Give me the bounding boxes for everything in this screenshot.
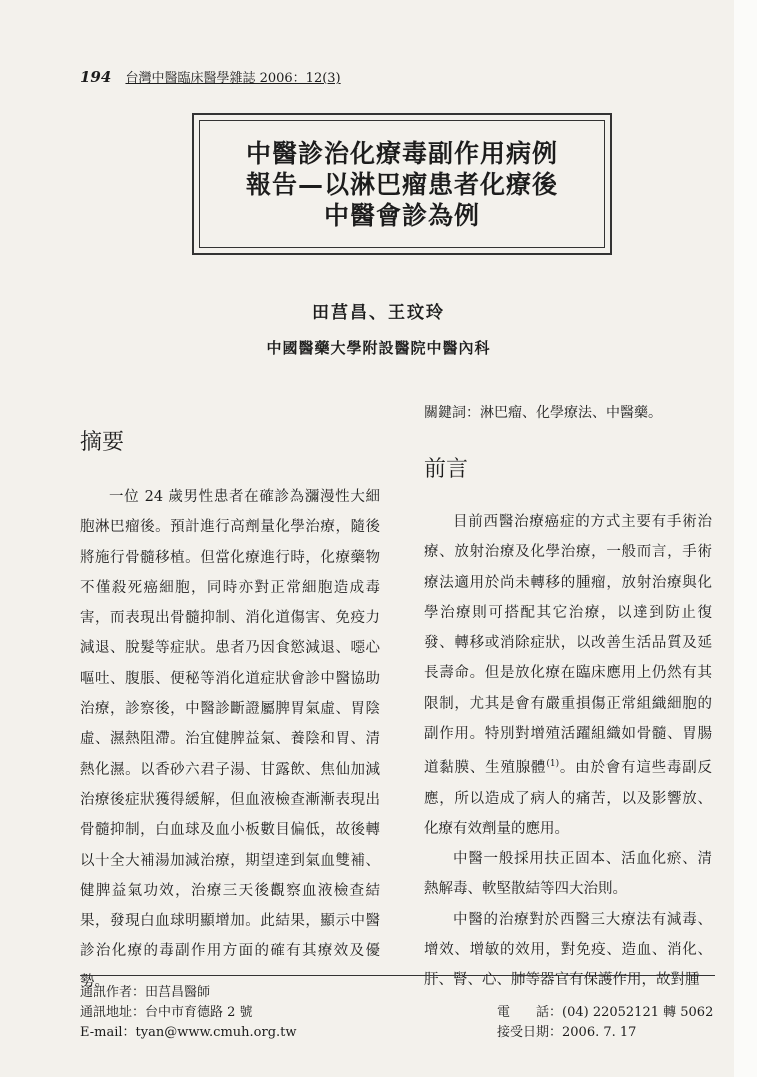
page-number: 194 (80, 68, 112, 86)
title-box (192, 113, 612, 255)
title-line-2: 報告—以淋巴瘤患者化療後 (245, 169, 558, 199)
intro-paragraph-3: 中醫的治療對於西醫三大療法有減毒、增效、增敏的效用，對免疫、造血、消化、肝、腎、心、肺等器官有保護作用，故對腫 (424, 911, 712, 989)
intro-body (424, 507, 712, 996)
authors: 田莒昌、王玟玲 (312, 303, 445, 323)
journal-citation: 台灣中醫臨床醫學雜誌 2006：12(3) (125, 71, 341, 86)
title-line-3: 中醫會診為例 (323, 200, 480, 230)
email-address: E-mail：tyan@www.cmuh.org.tw (80, 1025, 297, 1040)
intro-p1-text-b: 。由於會有這些毒副反應，所以造成了病人的痛苦，以及影響放、化療有效劑量的應用。 (424, 760, 713, 837)
running-header (80, 68, 341, 88)
correspondence-address: 通訊地址：台中市育德路 2 號 (80, 1005, 253, 1020)
footer-dates (497, 1003, 713, 1043)
intro-paragraph-2: 中醫一般採用扶正固本、活血化瘀、清熱解毒、軟堅散結等四大治則。 (424, 851, 712, 898)
intro-p1-text-a: 目前西醫治療癌症的方式主要有手術治療、放射治療及化學治療，一般而言，手術療法適用於尚未轉移的腫瘤，放射治療與化學治療則可搭配其它治療，以達到防止復發、轉移或消除症狀，以改善生活品質及延長壽命。但是放化療在臨床應用上仍然有其限制，尤其是會有嚴重損傷正常組織細胞的副作用。特別對增殖活躍組織如骨髓、胃腸道黏膜、生殖腺體 (424, 514, 712, 777)
keywords: 關鍵詞：淋巴瘤、化學療法、中醫藥。 (424, 405, 662, 421)
footer-contact (80, 983, 297, 1043)
received-date: 接受日期：2006. 7. 17 (497, 1025, 637, 1040)
abstract-heading: 摘要 (80, 430, 125, 455)
title-inner-frame (199, 120, 605, 248)
footer-divider (80, 975, 715, 976)
phone-number: 電 話：(04) 22052121 轉 5062 (497, 1005, 714, 1020)
intro-heading: 前言 (424, 457, 469, 482)
intro-paragraph-1 (424, 507, 712, 844)
title-line-1: 中醫診治化療毒副作用病例 (245, 138, 558, 168)
affiliation: 中國醫藥大學附設醫院中醫內科 (266, 339, 491, 357)
abstract-text: 一位 24 歲男性患者在確診為瀰漫性大細胞淋巴瘤後。預計進行高劑量化學治療，隨後將施行骨髓移植。但當化療進行時，化療藥物不僅殺死癌細胞，同時亦對正常細胞造成毒害，而表現出骨髓抑制、消化道傷害、免疫力減退、脫髮等症狀。患者乃因食慾減退、噁心嘔吐、腹脹、便秘等消化道症狀會診中醫協助治療，診察後，中醫診斷證屬脾胃氣虛、胃陰虛、濕熱阻滯。治宜健脾益氣、養陰和胃、清熱化濕。以香砂六君子湯、甘露飲、焦仙加減治療後症狀獲得緩解，但血液檢查漸漸表現出骨髓抑制，白血球及血小板數目偏低，故後轉以十全大補湯加減治療，期望達到氣血雙補、健脾益氣功效，治療三天後觀察血液檢查結果，發現白血球明顯增加。此結果，顯示中醫診治化療的毒副作用方面的確有其療效及優勢。 (80, 489, 380, 990)
citation-superscript: (1) (546, 759, 560, 770)
page-edge (734, 0, 757, 1077)
corresponding-author: 通訊作者：田莒昌醫師 (80, 985, 211, 1000)
